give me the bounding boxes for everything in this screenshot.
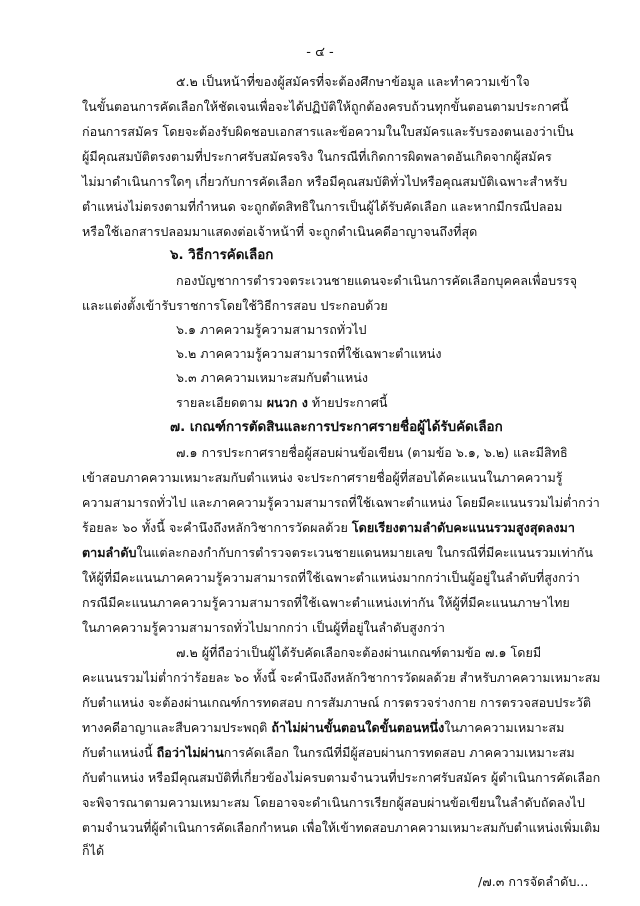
para-line xyxy=(82,545,593,561)
para-line: หรือใช้เอกสารปลอมมาแสดงต่อเจ้าหน้าที่ จะถูกดำเนินคดีอาญาจนถึงที่สุด xyxy=(82,224,478,239)
continuation-footer: /๗.๓ การจัดลำดับ... xyxy=(478,874,589,889)
detail-prefix: รายละเอียดตาม xyxy=(176,395,267,410)
para-line: จะพิจารณาตามความเหมาะสม โดยอาจจะดำเนินการเรียกผู้สอบผ่านข้อเขียนในลำดับถัดลงไป xyxy=(82,795,585,810)
para-line xyxy=(82,520,575,536)
para-text: ในภาคความเหมาะสม xyxy=(444,720,565,735)
para-bold-text: โดยเรียงตามลำดับคะแนนรวมสูงสุดลงมา xyxy=(351,520,575,535)
para-line: ให้ผู้ที่มีคะแนนภาคความรู้ความสามารถที่ใช้เฉพาะตำแหน่งมากกว่าเป็นผู้อยู่ในลำดับที่สูงกว่า xyxy=(82,570,580,585)
para-line: ๗.๒ ผู้ที่ถือว่าเป็นผู้ได้รับคัดเลือกจะต้องผ่านเกณฑ์ตามข้อ ๗.๑ โดยมี xyxy=(176,645,542,660)
para-line: ความสามารถทั่วไป และภาคความรู้ความสามารถที่ใช้เฉพาะตำแหน่ง โดยมีคะแนนรวมไม่ต่ำกว่า xyxy=(82,495,600,510)
para-bold-text: ถือว่าไม่ผ่าน xyxy=(156,745,224,760)
para-line: คะแนนรวมไม่ต่ำกว่าร้อยละ ๖๐ ทั้งนี้ จะคำนึงถึงหลักวิชาการวัดผลด้วย สำหรับภาคความเหมาะสม xyxy=(82,670,601,685)
section-7-heading: ๗. เกณฑ์การตัดสินและการประกาศรายชื่อผู้ได้รับคัดเลือก xyxy=(170,420,503,435)
para-text: ในแต่ละกองกำกับการตำรวจตระเวนชายแดนหมายเลข ในกรณีที่มีคะแนนรวมเท่ากัน xyxy=(136,545,593,560)
para-line: ผู้มีคุณสมบัติตรงตามที่ประกาศรับสมัครจริง ในกรณีที่เกิดการผิดพลาดอันเกิดจากผู้สมัคร xyxy=(82,149,552,164)
para-bold-text: ตามลำดับ xyxy=(82,545,137,560)
para-line xyxy=(82,745,575,761)
para-line: ตามจำนวนที่ผู้ดำเนินการคัดเลือกกำหนด เพื่อให้เข้าทดสอบภาคความเหมาะสมกับตำแหน่งเพิ่มเติม xyxy=(82,820,601,835)
para-line: ๕.๒ เป็นหน้าที่ของผู้สมัครที่จะต้องศึกษาข้อมูล และทำความเข้าใจ xyxy=(176,74,530,89)
section-6-item: ๖.๑ ภาคความรู้ความสามารถทั่วไป xyxy=(176,322,367,337)
para-line xyxy=(82,720,564,736)
para-line: ไม่มาดำเนินการใดๆ เกี่ยวกับการคัดเลือก หรือมีคุณสมบัติทั่วไปหรือคุณสมบัติเฉพาะสำหรับ xyxy=(82,174,568,189)
para-line: กรณีมีคะแนนภาคความรู้ความสามารถที่ใช้เฉพาะตำแหน่งเท่ากัน ให้ผู้ที่มีคะแนนภาษาไทย xyxy=(82,595,570,610)
para-line: กับตำแหน่ง หรือมีคุณสมบัติที่เกี่ยวข้องไม่ครบตามจำนวนที่ประกาศรับสมัคร ผู้ดำเนินการคัดเลือก xyxy=(82,770,601,785)
page-number: - ๔ - xyxy=(306,45,334,60)
para-text: การคัดเลือก ในกรณีที่มีผู้สอบผ่านการทดสอบ ภาคความเหมาะสม xyxy=(223,745,575,760)
para-line: ก็ได้ xyxy=(82,843,105,858)
section-6-item: ๖.๓ ภาคความเหมาะสมกับตำแหน่ง xyxy=(176,370,369,385)
para-text: ร้อยละ ๖๐ ทั้งนี้ จะคำนึงถึงหลักวิชาการวัดผลด้วย xyxy=(82,520,352,535)
section-6-intro-line: กองบัญชาการตำรวจตระเวนชายแดนจะดำเนินการคัดเลือกบุคคลเพื่อบรรจุ xyxy=(176,273,578,288)
para-text: ทางคดีอาญาและสืบความประพฤติ xyxy=(82,720,272,735)
annex-reference: ผนวก ง xyxy=(266,395,308,410)
para-line: ในขั้นตอนการคัดเลือกให้ชัดเจนเพื่อจะได้ปฏิบัติให้ถูกต้องครบถ้วนทุกขั้นตอนตามประกาศนี้ xyxy=(82,99,569,114)
para-line: เข้าสอบภาคความเหมาะสมกับตำแหน่ง จะประกาศรายชื่อผู้ที่สอบได้คะแนนในภาคความรู้ xyxy=(82,470,563,485)
section-6-item: ๖.๒ ภาคความรู้ความสามารถที่ใช้เฉพาะตำแหน่ง xyxy=(176,346,442,361)
section-6-intro-line: และแต่งตั้งเข้ารับราชการโดยใช้วิธีการสอบ ประกอบด้วย xyxy=(82,298,388,313)
section-6-heading: ๖. วิธีการคัดเลือก xyxy=(170,248,274,263)
para-bold-text: ถ้าไม่ผ่านขั้นตอนใดขั้นตอนหนึ่ง xyxy=(271,720,445,735)
para-line: กับตำแหน่ง จะต้องผ่านเกณฑ์การทดสอบ การสัมภาษณ์ การตรวจร่างกาย การตรวจสอบประวัติ xyxy=(82,695,592,710)
detail-suffix: ท้ายประกาศนี้ xyxy=(307,395,388,410)
para-line: ในภาคความรู้ความสามารถทั่วไปมากกว่า เป็นผู้ที่อยู่ในลำดับสูงกว่า xyxy=(82,620,445,635)
para-text: กับตำแหน่งนี้ xyxy=(82,745,157,760)
section-6-detail xyxy=(176,395,387,411)
para-line: ตำแหน่งไม่ตรงตามที่กำหนด จะถูกตัดสิทธิในการเป็นผู้ได้รับคัดเลือก และหากมีกรณีปลอม xyxy=(82,199,563,214)
para-line: ก่อนการสมัคร โดยจะต้องรับผิดชอบเอกสารและข้อความในใบสมัครและรับรองตนเองว่าเป็น xyxy=(82,124,574,139)
para-line: ๗.๑ การประกาศรายชื่อผู้สอบผ่านข้อเขียน (ตามข้อ ๖.๑, ๖.๒) และมีสิทธิ xyxy=(176,445,568,460)
